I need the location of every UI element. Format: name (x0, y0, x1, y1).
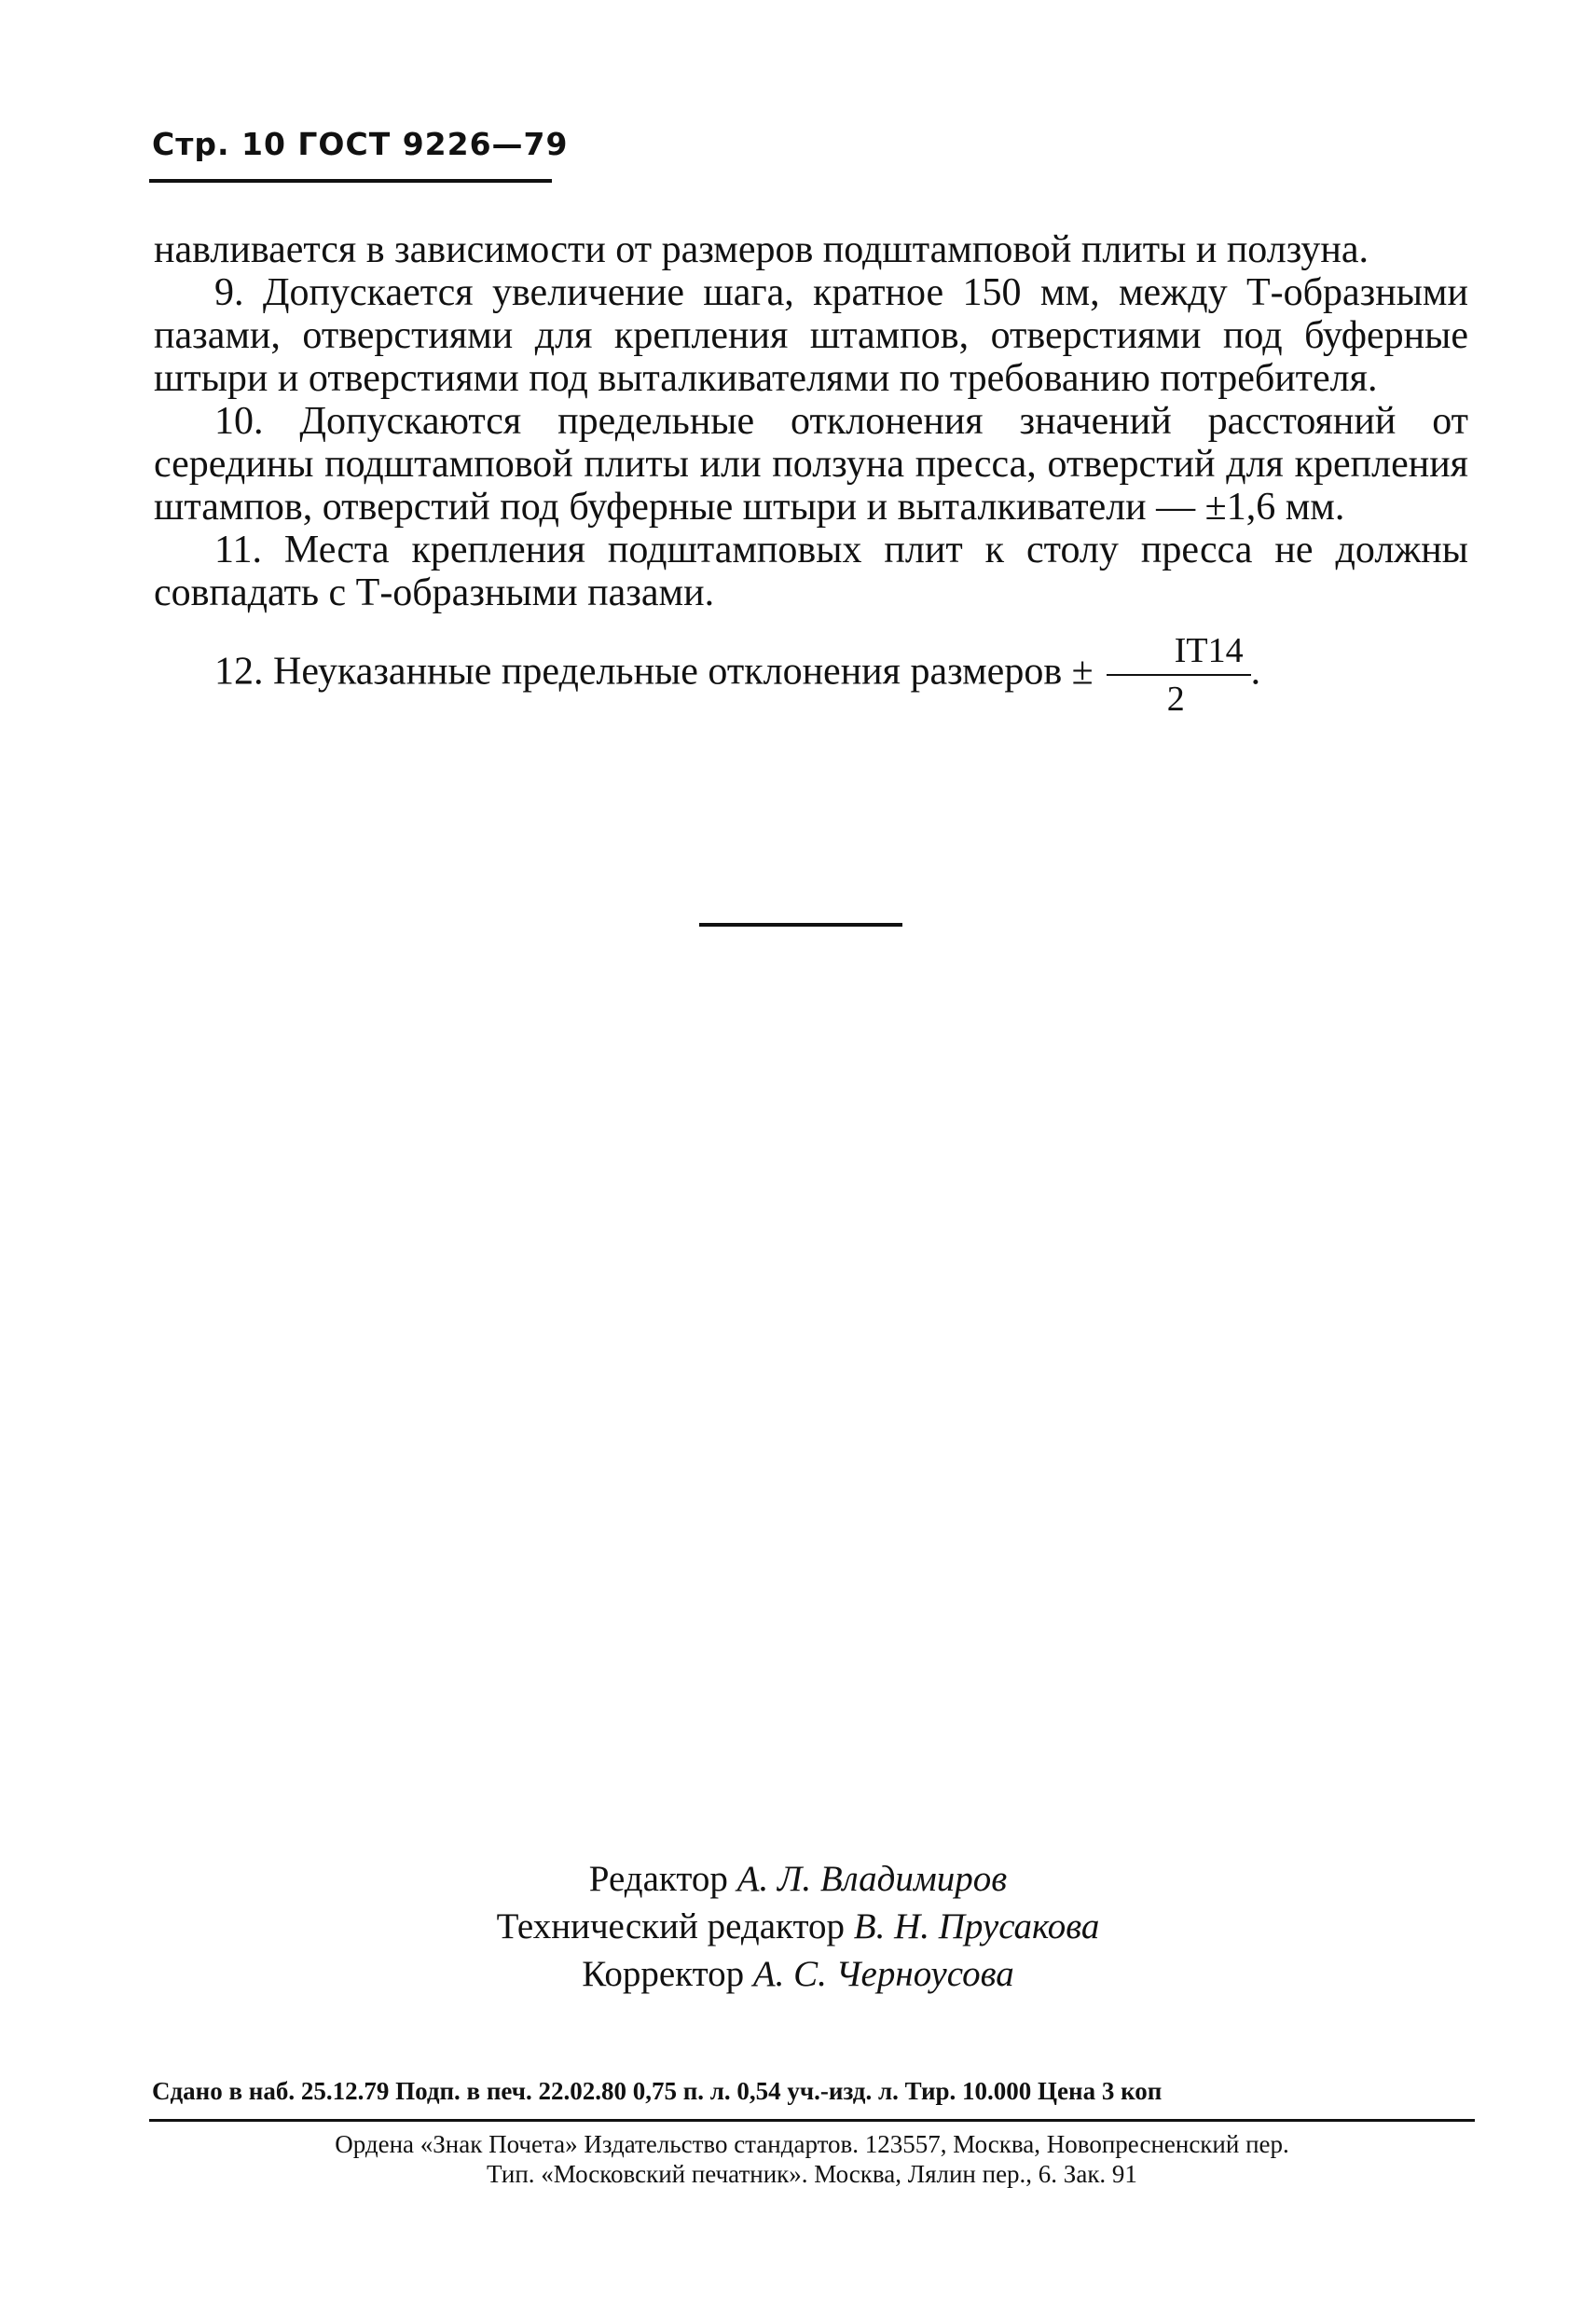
credit-corrector-name: А. С. Черноусова (752, 1954, 1014, 1994)
paragraph-10: 10. Допускаются предельные отклонения значений расстояний от середины подштамповой плиты или ползуна пресса, отверстий для крепления штампов, отверстий под буферные штыри и выталкиватели — ±1,6 мм. (154, 400, 1468, 529)
page-header: Стр. 10 ГОСТ 9226—79 (152, 126, 569, 162)
credit-tech-editor (0, 1903, 1596, 1950)
footer-rule (149, 2119, 1475, 2122)
credit-corrector-role: Корректор (582, 1954, 745, 1994)
header-rule (149, 179, 552, 183)
credit-editor (0, 1855, 1596, 1903)
credit-editor-name: А. Л. Владимиров (736, 1859, 1008, 1899)
credit-editor-role: Редактор (588, 1859, 728, 1899)
fraction-numerator: IT14 (1107, 633, 1251, 676)
main-text (154, 228, 1468, 717)
section-end-rule (699, 923, 902, 927)
tolerance-fraction (1107, 633, 1251, 717)
credit-tech-editor-role: Технический редактор (496, 1906, 845, 1946)
credit-corrector (0, 1950, 1596, 1998)
fraction-denominator: 2 (1166, 680, 1185, 719)
publisher-line-2: Тип. «Московский печатник». Москва, Лялин пер., 6. Зак. 91 (487, 2160, 1137, 2188)
credits-block (0, 1855, 1596, 1998)
paragraph-continuation: навливается в зависимости от размеров подштамповой плиты и ползуна. (154, 228, 1369, 271)
paragraph-12 (154, 633, 1468, 717)
publisher-line-1: Ордена «Знак Почета» Издательство стандартов. 123557, Москва, Новопресненский пер. (335, 2130, 1289, 2158)
imprint-line: Сдано в наб. 25.12.79 Подп. в печ. 22.02.80 0,75 п. л. 0,54 уч.-изд. л. Тир. 10.000 Цена 3 коп (152, 2077, 1163, 2105)
paragraph-9: 9. Допускается увеличение шага, кратное 150 мм, между Т-образными пазами, отверстиями для крепления штампов, отверстиями под буферные штыри и отверстиями под выталкивателями по требованию потребителя. (154, 271, 1468, 400)
credit-tech-editor-name: В. Н. Прусакова (853, 1906, 1100, 1946)
paragraph-11: 11. Места крепления подштамповых плит к столу пресса не должны совпадать с Т-образными пазами. (154, 529, 1468, 614)
publisher-block (149, 2129, 1475, 2189)
paragraph-12-period: . (1250, 650, 1261, 694)
paragraph-12-text: 12. Неуказанные предельные отклонения размеров ± (214, 650, 1094, 694)
